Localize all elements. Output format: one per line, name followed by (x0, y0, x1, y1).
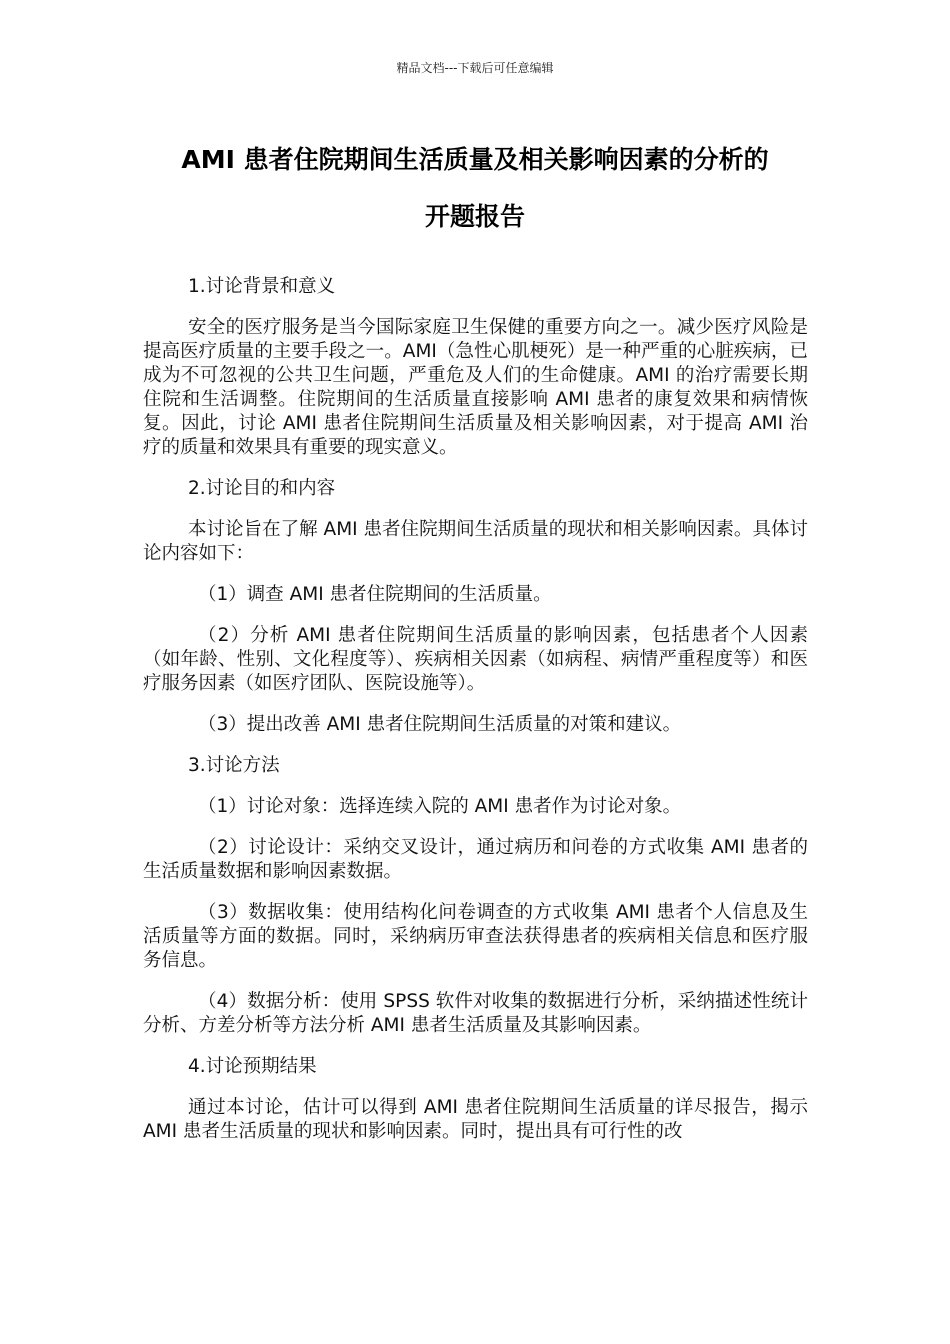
list-item-method-1: （1）讨论对象：选择连续入院的 AMI 患者作为讨论对象。 (198, 796, 682, 817)
header-note: 精品文档---下载后可任意编辑 (396, 61, 554, 75)
list-item-method-2: （2）讨论设计：采纳交叉设计，通过病历和问卷的方式收集 AMI 患者的生活质量数据和影响因素数据。 (143, 837, 808, 882)
document-title-line-2: 开题报告 (424, 202, 525, 231)
section-heading-expected-results: 4.讨论预期结果 (188, 1056, 317, 1077)
list-item-method-3: （3）数据收集：使用结构化问卷调查的方式收集 AMI 患者个人信息及生活质量等方面的数据。同时，采纳病历审查法获得患者的疾病相关信息和医疗服务信息。 (143, 902, 808, 971)
paragraph-background: 安全的医疗服务是当今国际家庭卫生保健的重要方向之一。减少医疗风险是提高医疗质量的主要手段之一。AMI（急性心肌梗死）是一种严重的心脏疾病，已成为不可忽视的公共卫生问题，严重危及人们的生命健康。AMI 的治疗需要长期住院和生活调整。住院期间的生活质量直接影响 AMI 患者的康复效果和病情恢复。因此，讨论 AMI 患者住院期间生活质量及相关影响因素，对于提高 AMI 治疗的质量和效果具有重要的现实意义。 (143, 317, 808, 458)
document-title-line-1: AMI 患者住院期间生活质量及相关影响因素的分析的 (181, 145, 769, 174)
list-item-purpose-2: （2）分析 AMI 患者住院期间生活质量的影响因素，包括患者个人因素（如年龄、性别、文化程度等）、疾病相关因素（如病程、病情严重程度等）和医疗服务因素（如医疗团队、医院设施等）。 (143, 625, 808, 694)
section-heading-background: 1.讨论背景和意义 (188, 276, 336, 297)
document-body (143, 275, 808, 1161)
paragraph-purpose-intro: 本讨论旨在了解 AMI 患者住院期间生活质量的现状和相关影响因素。具体讨论内容如下： (143, 519, 808, 564)
section-heading-purpose: 2.讨论目的和内容 (188, 478, 336, 499)
section-heading-method: 3.讨论方法 (188, 755, 280, 776)
list-item-purpose-1: （1）调查 AMI 患者住院期间的生活质量。 (198, 584, 552, 605)
list-item-method-4: （4）数据分析：使用 SPSS 软件对收集的数据进行分析，采纳描述性统计分析、方差分析等方法分析 AMI 患者生活质量及其影响因素。 (143, 991, 808, 1036)
list-item-purpose-3: （3）提出改善 AMI 患者住院期间生活质量的对策和建议。 (198, 714, 682, 735)
paragraph-expected-results: 通过本讨论，估计可以得到 AMI 患者住院期间生活质量的详尽报告，揭示 AMI 患者生活质量的现状和影响因素。同时，提出具有可行性的改 (143, 1097, 808, 1142)
